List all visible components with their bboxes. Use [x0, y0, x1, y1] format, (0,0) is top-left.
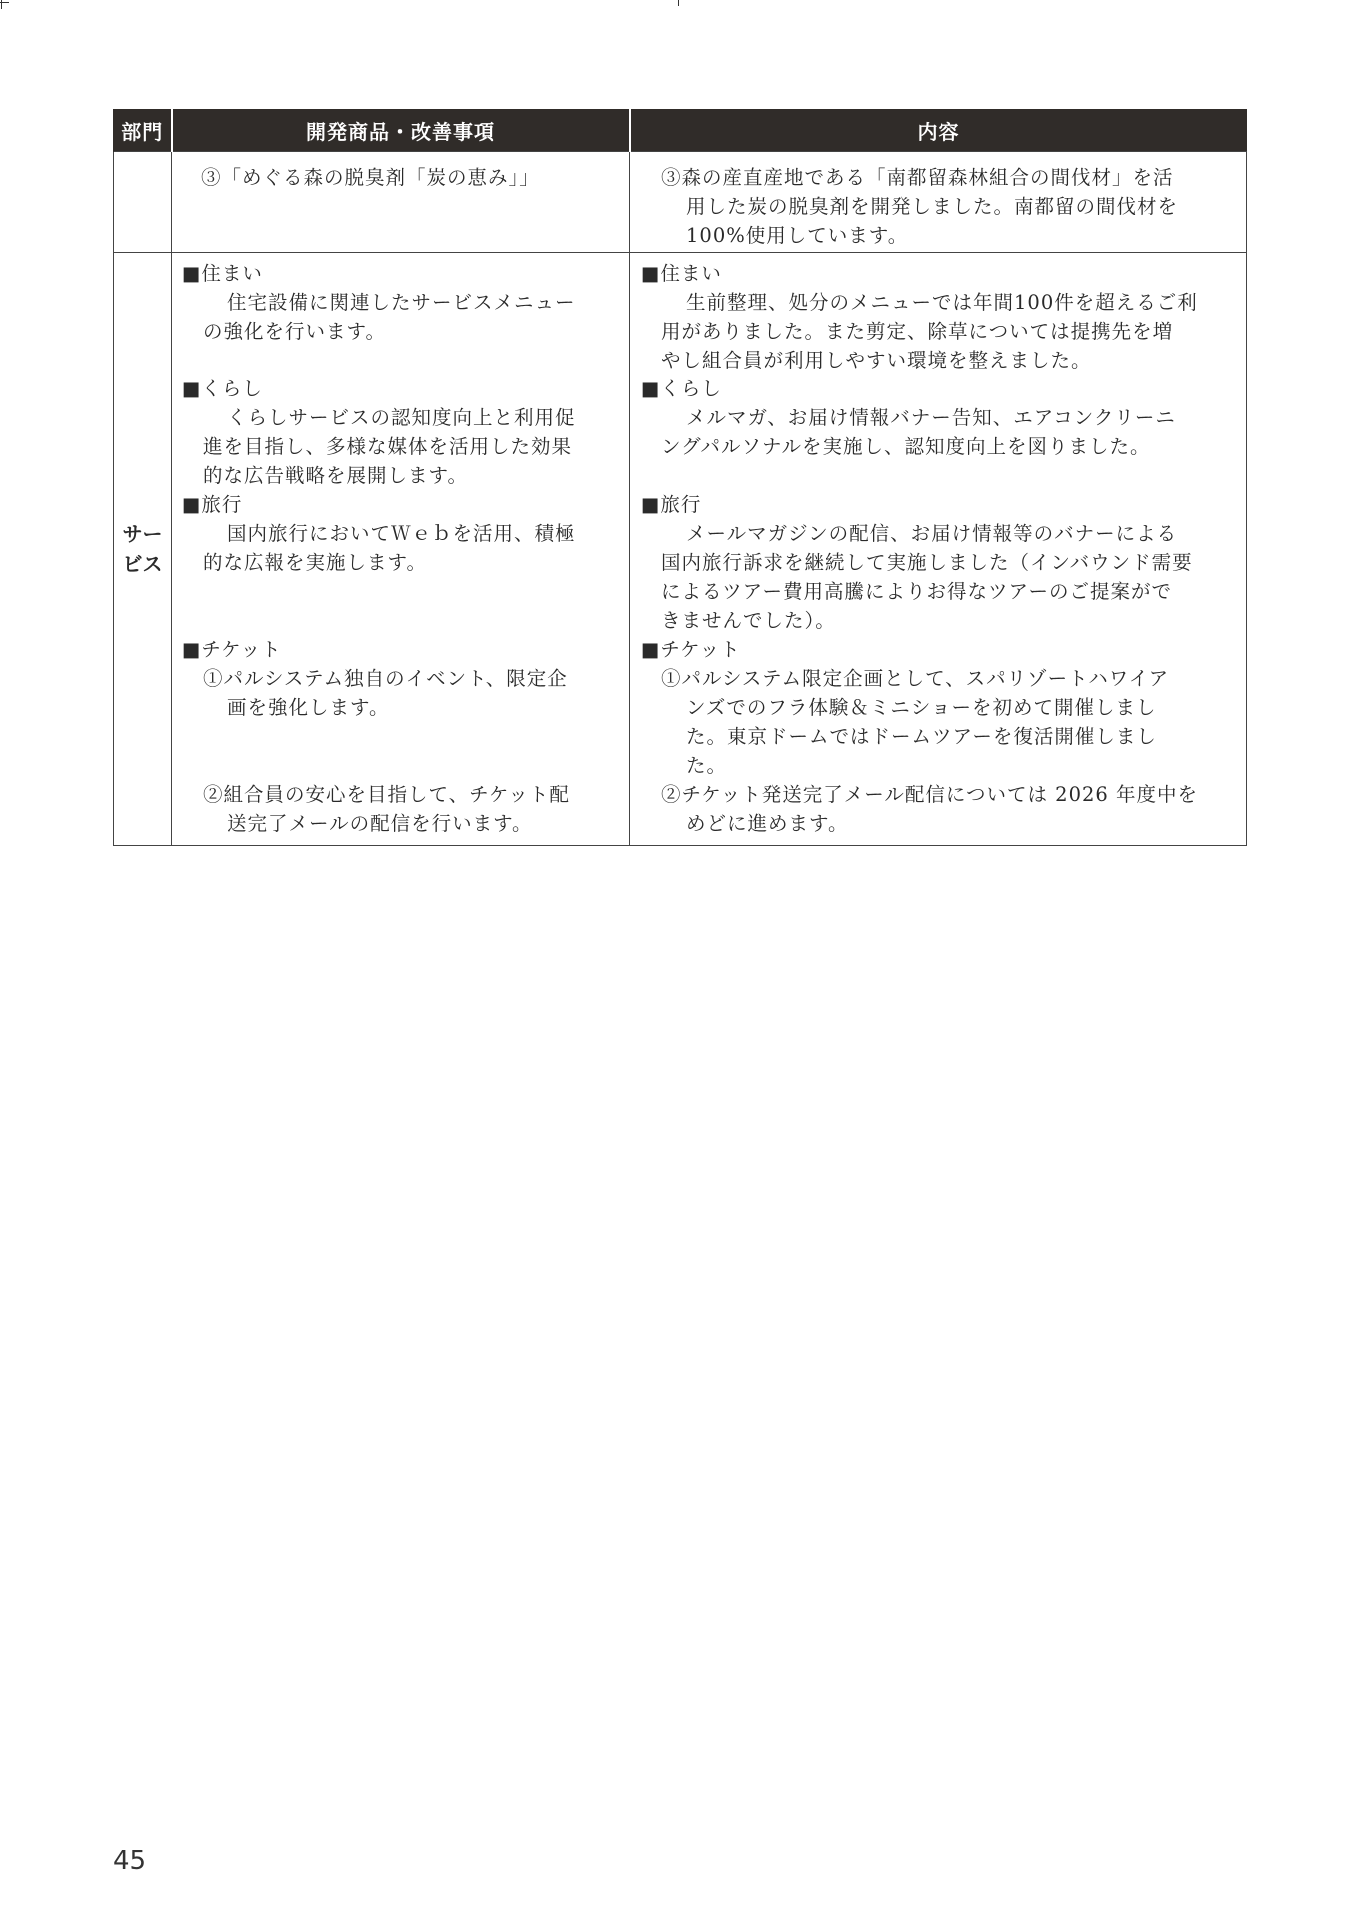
service-content-cell	[630, 253, 1247, 846]
header-content: 内容	[630, 109, 1247, 152]
items-sumai-line: の強化を行います。	[203, 320, 386, 343]
table-header-row	[114, 109, 1247, 152]
content-kurashi-heading: ■くらし	[641, 377, 722, 400]
department-label-line: サー	[122, 522, 163, 546]
content-ryoko-line: 国内旅行訴求を継続して実施しました（インバウンド需要	[661, 551, 1193, 574]
content-sumai-line: やし組合員が利用しやすい環境を整えました。	[661, 349, 1092, 372]
items-ticket-heading: ■チケット	[182, 638, 282, 661]
items-ticket1-line: ①パルシステム独自のイベント、限定企	[203, 667, 568, 690]
content-ticket2-line: めどに進めます。	[686, 812, 849, 835]
continued-content-line: 100%使用しています。	[686, 224, 909, 247]
content-sumai-heading: ■住まい	[641, 262, 722, 285]
continued-content-line: 用した炭の脱臭剤を開発しました。南都留の間伐材を	[686, 195, 1179, 218]
items-ryoko-line: 国内旅行においてＷｅｂを活用、積極	[227, 522, 576, 545]
content-ticket1-line: ①パルシステム限定企画として、スパリゾートハワイア	[661, 667, 1170, 690]
content-ryoko-heading: ■旅行	[641, 493, 702, 516]
continued-department-cell	[114, 152, 172, 253]
header-department: 部門	[114, 109, 172, 152]
items-ticket2-line: 送完了メールの配信を行います。	[227, 812, 533, 835]
service-plan-table	[113, 109, 1247, 846]
continued-content-cell	[630, 152, 1247, 253]
items-ticket1-line: 画を強化します。	[227, 696, 390, 719]
crop-mark-top-left-v	[1, 0, 2, 9]
content-ticket-heading: ■チケット	[641, 638, 741, 661]
content-ryoko-line: きませんでした）。	[661, 609, 836, 632]
department-label-line: ビス	[122, 552, 163, 576]
content-ryoko-line: メールマガジンの配信、お届け情報等のバナーによる	[686, 522, 1178, 545]
header-items: 開発商品・改善事項	[172, 109, 630, 152]
content-kurashi-line: ングパルソナルを実施し、認知度向上を図りました。	[661, 435, 1151, 458]
content-ticket1-line: た。東京ドームではドームツアーを復活開催しまし	[686, 725, 1157, 748]
table-row-service	[114, 253, 1247, 846]
items-ticket2-line: ②組合員の安心を目指して、チケット配	[203, 783, 570, 806]
items-ryoko-line: 的な広報を実施します。	[203, 551, 427, 574]
service-department-cell	[114, 253, 172, 846]
content-ryoko-line: によるツアー費用高騰によりお得なツアーのご提案がで	[661, 580, 1172, 603]
continued-content-line: ③森の産直産地である「南都留森林組合の間伐材」を活	[661, 166, 1174, 189]
items-kurashi-line: くらしサービスの認知度向上と利用促	[227, 406, 576, 429]
content-ticket1-line: ンズでのフラ体験＆ミニショーを初めて開催しまし	[686, 696, 1157, 719]
items-sumai-heading: ■住まい	[182, 262, 263, 285]
content-sumai-line: 生前整理、処分のメニューでは年間100件を超えるご利	[686, 291, 1198, 314]
page-number: 45	[113, 1846, 147, 1876]
items-kurashi-line: 進を目指し、多様な媒体を活用した効果	[203, 435, 573, 458]
items-kurashi-line: 的な広告戦略を展開します。	[203, 464, 468, 487]
content-sumai-line: 用がありました。また剪定、除草については提携先を増	[661, 320, 1174, 343]
service-items-cell	[172, 253, 630, 846]
content-ticket1-line: た。	[686, 754, 728, 777]
continued-item-cell	[172, 152, 630, 253]
continued-item-line: ③「めぐる森の脱臭剤「炭の恵み」」	[201, 166, 540, 189]
content-kurashi-line: メルマガ、お届け情報バナー告知、エアコンクリーニ	[686, 406, 1176, 429]
items-ryoko-heading: ■旅行	[182, 493, 243, 516]
content-ticket2-line: ②チケット発送完了メール配信については 2026 年度中を	[661, 783, 1198, 806]
items-kurashi-heading: ■くらし	[182, 377, 263, 400]
table-row-continued	[114, 152, 1247, 253]
crop-mark-top-center	[678, 0, 679, 6]
items-sumai-line: 住宅設備に関連したサービスメニュー	[227, 291, 576, 314]
